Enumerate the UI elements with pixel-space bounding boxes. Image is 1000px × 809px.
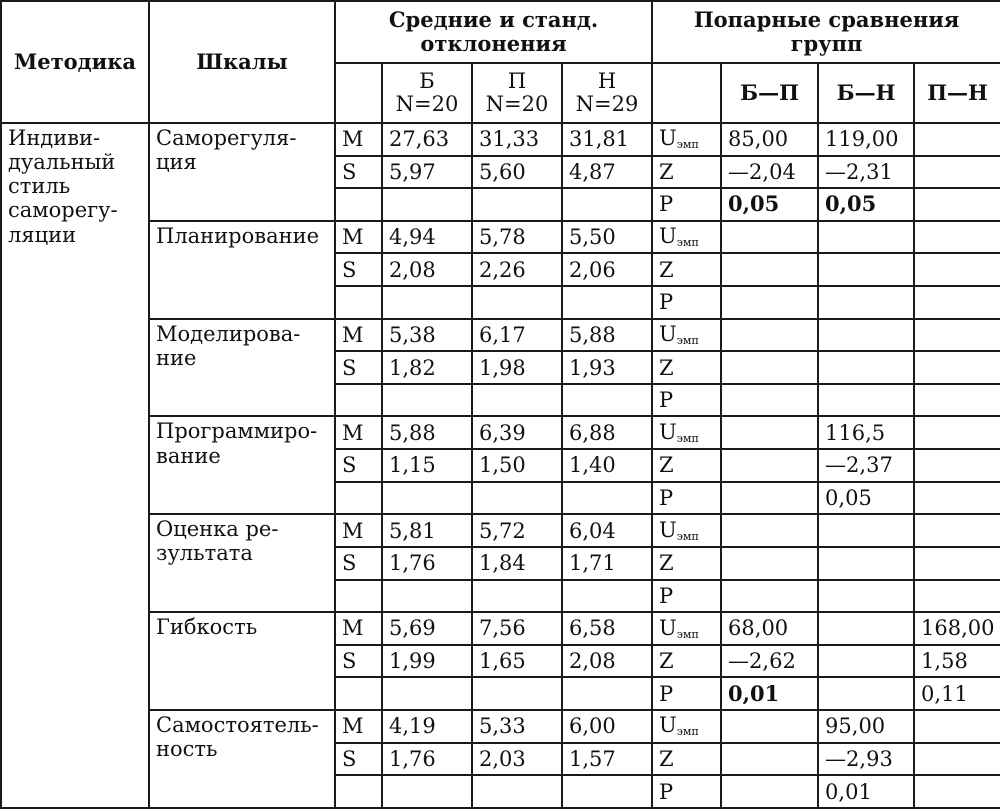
- stat-label-s: S: [335, 547, 382, 580]
- comparison-z-value: —2,04: [721, 156, 818, 189]
- comparison-z-value: [914, 156, 1000, 189]
- test-label-u: [652, 319, 721, 352]
- group-letter: Н: [597, 68, 617, 93]
- comparison-p-value: 0,11: [914, 677, 1000, 710]
- sd-value: 1,93: [562, 351, 652, 384]
- comparison-u-value: [914, 319, 1000, 352]
- mean-value: 5,78: [472, 221, 562, 254]
- comparison-z-value: [914, 743, 1000, 776]
- comparison-z-value: [914, 253, 1000, 286]
- method-column-header: Методика: [1, 1, 149, 123]
- comparison-u-value: 168,00: [914, 612, 1000, 645]
- comparison-u-value: [721, 416, 818, 449]
- comparison-p-value: [914, 482, 1000, 515]
- mean-value: 7,56: [472, 612, 562, 645]
- comparison-u-value: [818, 319, 914, 352]
- pair-header-p-n: П—Н: [914, 63, 1000, 123]
- scale-name-line: Планирование: [156, 223, 320, 248]
- comparison-z-value: [721, 547, 818, 580]
- mean-value: 5,50: [562, 221, 652, 254]
- test-label-z: Z: [652, 645, 721, 678]
- sd-value: 2,08: [562, 645, 652, 678]
- test-label-z: Z: [652, 156, 721, 189]
- stat-label-m: M: [335, 416, 382, 449]
- comparison-p-value: [721, 384, 818, 417]
- method-line: стиль: [8, 174, 71, 199]
- scale-name-cell: [149, 221, 335, 319]
- group-letter: П: [507, 68, 527, 93]
- test-label-u: [652, 710, 721, 743]
- empty-cell: [562, 580, 652, 613]
- stat-label-empty: [335, 677, 382, 710]
- test-label-u-subscript: эмп: [676, 334, 699, 348]
- test-label-p: P: [652, 384, 721, 417]
- scale-column-header: Шкалы: [149, 1, 335, 123]
- mean-value: 6,04: [562, 514, 652, 547]
- mean-value: 4,94: [382, 221, 472, 254]
- stat-label-empty: [335, 482, 382, 515]
- mean-value: 5,38: [382, 319, 472, 352]
- stat-label-empty: [335, 580, 382, 613]
- comparison-z-value: 1,58: [914, 645, 1000, 678]
- stat-label-empty: [335, 775, 382, 808]
- test-label-z: Z: [652, 351, 721, 384]
- sd-value: 2,26: [472, 253, 562, 286]
- empty-cell: [562, 677, 652, 710]
- sd-value: 1,76: [382, 743, 472, 776]
- mean-value: 4,19: [382, 710, 472, 743]
- scale-name-cell: [149, 710, 335, 808]
- stat-label-m: M: [335, 221, 382, 254]
- sd-value: 2,03: [472, 743, 562, 776]
- comparison-p-value: [721, 775, 818, 808]
- comparison-u-value: 68,00: [721, 612, 818, 645]
- group-header-n: [562, 63, 652, 123]
- stat-label-s: S: [335, 449, 382, 482]
- pair-header-b-p: Б—П: [721, 63, 818, 123]
- scale-name-line: Моделирова-: [156, 321, 301, 346]
- comparison-z-value: [914, 351, 1000, 384]
- comparison-z-value: [721, 351, 818, 384]
- comparison-z-value: [818, 547, 914, 580]
- test-label-u: [652, 514, 721, 547]
- group-size: N=20: [395, 92, 459, 116]
- mean-value: 5,33: [472, 710, 562, 743]
- mean-value: 27,63: [382, 123, 472, 156]
- empty-cell: [562, 188, 652, 221]
- comparison-u-value: [818, 612, 914, 645]
- test-label-u-letter: U: [659, 224, 677, 249]
- comparison-u-value: [914, 514, 1000, 547]
- comparison-p-value: 0,05: [818, 482, 914, 515]
- test-label-p: P: [652, 286, 721, 319]
- comparison-z-value: [818, 253, 914, 286]
- method-line: саморегу-: [8, 198, 118, 223]
- scale-name-cell: [149, 319, 335, 417]
- comparison-z-value: [818, 351, 914, 384]
- group-size: N=29: [575, 92, 639, 116]
- mean-value: 5,88: [562, 319, 652, 352]
- table-header: [1, 1, 1000, 123]
- group-header-p: [472, 63, 562, 123]
- scale-name-line: ность: [156, 737, 218, 762]
- sd-value: 1,98: [472, 351, 562, 384]
- test-label-u-letter: U: [659, 615, 677, 640]
- comparison-p-value: [818, 286, 914, 319]
- table-row: [1, 612, 1000, 645]
- test-label-u: [652, 416, 721, 449]
- comparison-p-value: [914, 286, 1000, 319]
- comparison-p-value: [914, 580, 1000, 613]
- comparison-u-value: [721, 319, 818, 352]
- test-label-z: Z: [652, 547, 721, 580]
- comparison-u-value: 116,5: [818, 416, 914, 449]
- test-label-z: Z: [652, 253, 721, 286]
- sd-value: 5,60: [472, 156, 562, 189]
- sd-value: 5,97: [382, 156, 472, 189]
- comparison-z-value: [721, 449, 818, 482]
- mean-value: 5,88: [382, 416, 472, 449]
- comparison-u-value: [914, 123, 1000, 156]
- comparison-z-value: —2,31: [818, 156, 914, 189]
- test-label-u: [652, 221, 721, 254]
- comparison-u-value: 95,00: [818, 710, 914, 743]
- mean-value: 5,69: [382, 612, 472, 645]
- comparisons-group-header: Попарные сравнения групп: [652, 1, 1000, 63]
- comparison-u-value: 85,00: [721, 123, 818, 156]
- sd-value: 1,40: [562, 449, 652, 482]
- scale-name-cell: [149, 123, 335, 221]
- stat-label-empty: [335, 188, 382, 221]
- comparison-z-value: —2,93: [818, 743, 914, 776]
- comparison-p-value: [914, 384, 1000, 417]
- test-label-p: P: [652, 482, 721, 515]
- scale-name-cell: [149, 416, 335, 514]
- sd-value: 1,57: [562, 743, 652, 776]
- group-size: N=20: [485, 92, 549, 116]
- comparison-p-value: 0,01: [721, 677, 818, 710]
- empty-cell: [472, 775, 562, 808]
- comparison-z-value: [818, 645, 914, 678]
- table-row: [1, 221, 1000, 254]
- stat-label-s: S: [335, 743, 382, 776]
- sd-value: 1,82: [382, 351, 472, 384]
- mean-value: 31,81: [562, 123, 652, 156]
- comparison-p-value: 0,05: [818, 188, 914, 221]
- comparison-p-value: [818, 677, 914, 710]
- test-label-u-letter: U: [659, 713, 677, 738]
- test-label-p: P: [652, 677, 721, 710]
- test-label-u: [652, 612, 721, 645]
- empty-cell: [382, 188, 472, 221]
- test-label-u-subscript: эмп: [676, 627, 699, 641]
- test-label-u-letter: U: [659, 322, 677, 347]
- group-letter: Б: [419, 68, 435, 93]
- sd-value: 1,15: [382, 449, 472, 482]
- comparison-u-value: [914, 416, 1000, 449]
- stat-label-empty: [335, 384, 382, 417]
- empty-cell: [472, 580, 562, 613]
- mean-value: 6,88: [562, 416, 652, 449]
- empty-cell: [562, 482, 652, 515]
- pair-header-b-n: Б—Н: [818, 63, 914, 123]
- empty-cell: [472, 384, 562, 417]
- method-line: ляции: [8, 222, 77, 247]
- empty-cell: [472, 188, 562, 221]
- comparison-u-value: 119,00: [818, 123, 914, 156]
- mean-value: 6,39: [472, 416, 562, 449]
- test-label-u-letter: U: [659, 419, 677, 444]
- comparison-p-value: [818, 384, 914, 417]
- comparison-p-value: [914, 188, 1000, 221]
- sd-value: 1,50: [472, 449, 562, 482]
- scale-name-line: Оценка ре-: [156, 517, 279, 542]
- table-row: [1, 514, 1000, 547]
- stat-label-s: S: [335, 253, 382, 286]
- empty-cell: [382, 775, 472, 808]
- stat-label-m: M: [335, 612, 382, 645]
- mean-value: 6,00: [562, 710, 652, 743]
- scale-name-line: вание: [156, 443, 221, 468]
- empty-cell: [382, 286, 472, 319]
- empty-cell: [472, 482, 562, 515]
- scale-name-line: Самостоятель-: [156, 712, 319, 737]
- test-label-z: Z: [652, 449, 721, 482]
- method-line: Индиви-: [8, 126, 101, 150]
- stat-label-m: M: [335, 710, 382, 743]
- empty-cell: [562, 775, 652, 808]
- comparison-p-value: 0,05: [721, 188, 818, 221]
- test-label-u: [652, 123, 721, 156]
- sd-value: 1,65: [472, 645, 562, 678]
- scale-name-line: зультата: [156, 541, 253, 566]
- table-row: [1, 710, 1000, 743]
- empty-cell: [472, 286, 562, 319]
- comparison-z-value: —2,37: [818, 449, 914, 482]
- stat-label-s: S: [335, 156, 382, 189]
- empty-cell: [382, 580, 472, 613]
- comparison-u-value: [914, 710, 1000, 743]
- mean-value: 31,33: [472, 123, 562, 156]
- test-label-p: P: [652, 580, 721, 613]
- test-label-p: P: [652, 775, 721, 808]
- means-group-header: Средние и станд. отклонения: [335, 1, 652, 63]
- table-row: [1, 416, 1000, 449]
- stat-label-m: M: [335, 123, 382, 156]
- scale-name-line: Программиро-: [156, 419, 318, 444]
- test-label-u-subscript: эмп: [676, 529, 699, 543]
- test-label-p: P: [652, 188, 721, 221]
- scale-name-line: ция: [156, 150, 197, 175]
- sd-value: 1,71: [562, 547, 652, 580]
- empty-cell: [562, 286, 652, 319]
- comparison-u-value: [914, 221, 1000, 254]
- method-line: дуальный: [8, 150, 116, 175]
- comparison-u-value: [721, 221, 818, 254]
- comparison-z-value: —2,62: [721, 645, 818, 678]
- comparison-u-value: [721, 710, 818, 743]
- stat-label-s: S: [335, 645, 382, 678]
- test-label-u-letter: U: [659, 517, 677, 542]
- empty-cell: [382, 384, 472, 417]
- stat-label-m: M: [335, 319, 382, 352]
- comparison-z-value: [721, 253, 818, 286]
- test-label-u-subscript: эмп: [676, 725, 699, 739]
- sd-value: 1,76: [382, 547, 472, 580]
- empty-cell: [382, 482, 472, 515]
- mean-value: 5,81: [382, 514, 472, 547]
- scale-name-line: ние: [156, 345, 197, 370]
- stat-label-s: S: [335, 351, 382, 384]
- mean-value: 5,72: [472, 514, 562, 547]
- test-label-u-subscript: эмп: [676, 236, 699, 250]
- empty-cell: [562, 384, 652, 417]
- method-cell: [1, 123, 149, 808]
- test-label-u-letter: U: [659, 126, 677, 151]
- comparison-z-value: [914, 547, 1000, 580]
- comparison-u-value: [818, 221, 914, 254]
- sd-value: 1,99: [382, 645, 472, 678]
- test-label-u-subscript: эмп: [676, 138, 699, 152]
- mean-value: 6,58: [562, 612, 652, 645]
- table-row: [1, 123, 1000, 156]
- scale-name-line: Гибкость: [156, 615, 258, 640]
- mean-value: 6,17: [472, 319, 562, 352]
- comparison-z-value: [914, 449, 1000, 482]
- comparison-p-value: [818, 580, 914, 613]
- comparison-p-value: [721, 286, 818, 319]
- table-row: [1, 319, 1000, 352]
- sd-value: 2,08: [382, 253, 472, 286]
- scale-name-cell: [149, 514, 335, 612]
- comparison-u-value: [818, 514, 914, 547]
- test-label-z: Z: [652, 743, 721, 776]
- table-body: [1, 123, 1000, 808]
- test-label-u-subscript: эмп: [676, 431, 699, 445]
- comparison-p-value: [914, 775, 1000, 808]
- comparison-u-value: [721, 514, 818, 547]
- empty-cell: [382, 677, 472, 710]
- scale-name-line: Саморегуля-: [156, 126, 297, 150]
- comparison-p-value: [721, 482, 818, 515]
- comparison-p-value: 0,01: [818, 775, 914, 808]
- sd-value: 1,84: [472, 547, 562, 580]
- sd-value: 2,06: [562, 253, 652, 286]
- stat-label-m: M: [335, 514, 382, 547]
- comparison-p-value: [721, 580, 818, 613]
- empty-cell: [472, 677, 562, 710]
- group-header-b: [382, 63, 472, 123]
- stat-header-empty: [335, 63, 382, 123]
- stat-label-empty: [335, 286, 382, 319]
- sd-value: 4,87: [562, 156, 652, 189]
- comparison-z-value: [721, 743, 818, 776]
- test-header-empty: [652, 63, 721, 123]
- scale-name-cell: [149, 612, 335, 710]
